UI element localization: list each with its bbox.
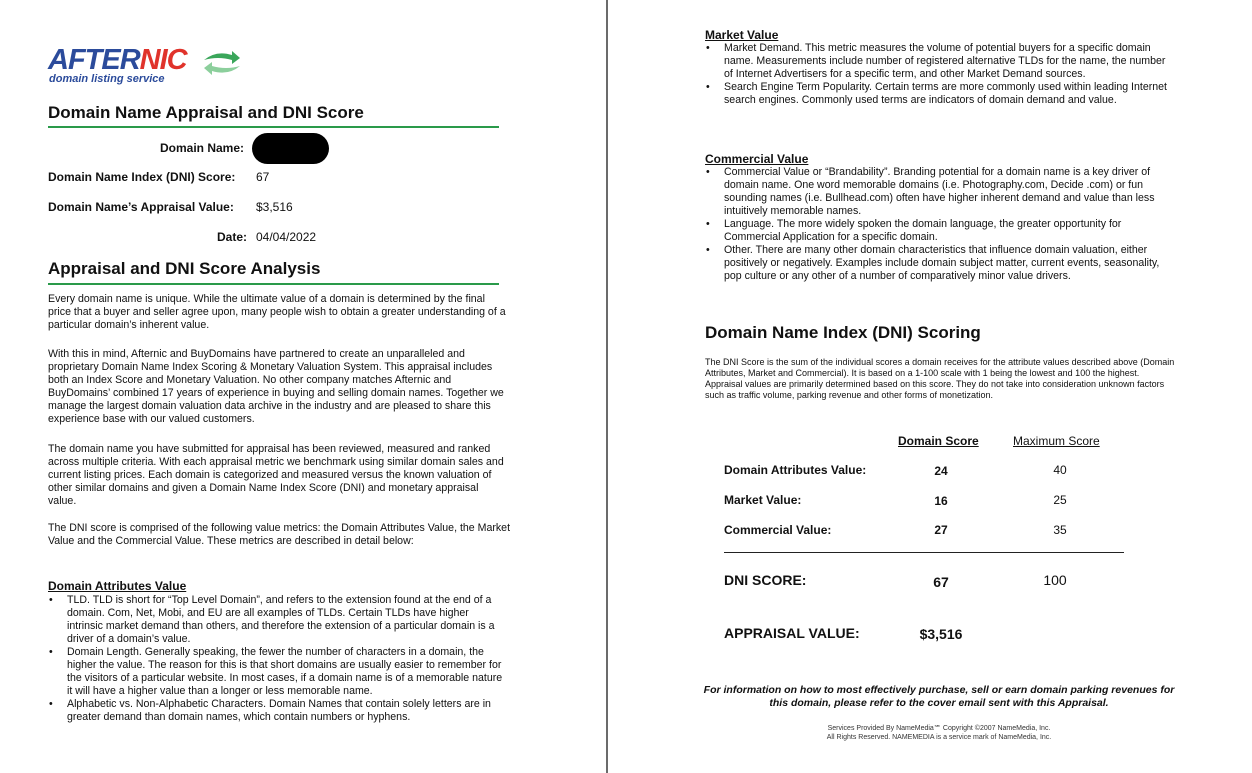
afternic-logo xyxy=(48,44,248,90)
analysis-title: Appraisal and DNI Score Analysis xyxy=(48,259,321,278)
commercial-row-max: 35 xyxy=(1053,523,1067,537)
list-item: • Language. The more widely spoken the domain language, the greater opportunity for Commercial Application for a specific domain. xyxy=(705,218,1167,244)
sum-rule xyxy=(724,552,1124,553)
dni-score-total-label: DNI SCORE: xyxy=(724,572,807,588)
analysis-rule xyxy=(48,283,499,285)
maximum-score-column-header: Maximum Score xyxy=(1013,434,1100,448)
attributes-row-max: 40 xyxy=(1053,463,1067,477)
domain-name-label: Domain Name: xyxy=(160,141,245,155)
paragraph-review: The domain name you have submitted for appraisal has been reviewed, measured and ranked across multiple criteria. With each appraisal metric we benchmark using similar domain sales and current listing prices. Each domain is categorized and measured versus the known valuation of other similar domains and given a Domain Name Index Score (DNI) and monetary appraisal value. xyxy=(48,443,504,507)
exchange-arrows-icon xyxy=(202,48,242,78)
dni-score-total: 67 xyxy=(933,574,949,590)
appraisal-total-label: APPRAISAL VALUE: xyxy=(724,625,860,641)
list-item: • Market Demand. This metric measures the volume of potential buyers for a specific domain name. Measurements include number of registered alternative TLDs for the name, the number of Internet Advertisers for a specific term, and other Market Demand sources. xyxy=(705,42,1167,81)
footer-note: For information on how to most effectively purchase, sell or earn domain parking revenues for this domain, please refer to the cover email sent with this Appraisal. xyxy=(703,684,1175,709)
paragraph-metrics: The DNI score is comprised of the following value metrics: the Domain Attributes Value, the Market Value and the Commercial Value. These metrics are described in detail below: xyxy=(48,522,511,547)
list-item: • Alphabetic vs. Non-Alphabetic Characters. Domain Names that contain solely letters are in greater demand than domain names, which contain numbers or hyphens. xyxy=(48,698,506,724)
commercial-row-score: 27 xyxy=(934,523,948,537)
commercial-list xyxy=(705,166,1167,283)
page-divider xyxy=(606,0,608,773)
date-label: Date: xyxy=(217,230,248,244)
attributes-row-score: 24 xyxy=(934,464,948,478)
logo-tagline: domain listing service xyxy=(49,73,165,85)
attributes-list xyxy=(48,594,506,724)
list-item: • Search Engine Term Popularity. Certain terms are more commonly used within leading Internet search engines. Commonly used terms are indicators of domain demand and value. xyxy=(705,81,1167,107)
domain-score-column-header: Domain Score xyxy=(898,434,979,448)
redacted-domain-name xyxy=(252,133,329,164)
trademark-line: All Rights Reserved. NAMEMEDIA is a service mark of NameMedia, Inc. xyxy=(826,734,1052,741)
appraisal-title: Domain Name Appraisal and DNI Score xyxy=(48,103,364,122)
date-value: 04/04/2022 xyxy=(256,230,317,244)
market-row-label: Market Value: xyxy=(724,493,802,507)
attributes-heading: Domain Attributes Value xyxy=(48,579,187,593)
commercial-row-label: Commercial Value: xyxy=(724,523,832,537)
list-item: • Commercial Value or “Brandability”. Branding potential for a domain name is a key driver of domain name. One word memorable domains (i.e. Photography.com, Decide .com) or fun sounding names (i.e. Bullhead.com) often have higher inherent demand and value than less intuitively memorable names. xyxy=(705,166,1167,218)
list-item: • Domain Length. Generally speaking, the fewer the number of characters in a domain, the higher the value. The reason for this is that short domains are usually easier to remember for the visitors of a particular website. In most cases, if a domain name is of a memorable nature it will have a higher value than a longer or less memorable name. xyxy=(48,646,506,698)
dni-score-max: 100 xyxy=(1043,572,1067,588)
appraisal-total-value: $3,516 xyxy=(919,626,963,642)
title-rule xyxy=(48,126,499,128)
commercial-value-heading: Commercial Value xyxy=(705,152,809,166)
market-list xyxy=(705,42,1167,107)
appraisal-value-label: Domain Name’s Appraisal Value: xyxy=(48,200,234,214)
dni-scoring-paragraph: The DNI Score is the sum of the individual scores a domain receives for the attribute values described above (Domain Attributes, Market and Commercial). It is based on a 1-100 scale with 1 being the lowest and 100 the highest. Appraisal values are primarily determined based on this score. They do not take into consideration unknown factors such as traffic volume, parking revenue and other forms of monetization. xyxy=(705,357,1175,400)
list-item: • Other. There are many other domain characteristics that influence domain valuation, either positively or negatively. Examples include domain subject matter, current events, seasonality, pop culture or any other of a number of comparatively minor value drivers. xyxy=(705,244,1167,283)
dni-score-value: 67 xyxy=(256,170,270,184)
copyright-line: Services Provided By NameMedia℠ Copyright ©2007 NameMedia, Inc. xyxy=(827,725,1051,732)
paragraph-intro: Every domain name is unique. While the ultimate value of a domain is determined by the final price that a buyer and seller agree upon, many people wish to obtain a greater understanding of a particular domain’s inherent value. xyxy=(48,293,506,331)
dni-score-label: Domain Name Index (DNI) Score: xyxy=(48,170,236,184)
copyright-notice xyxy=(703,724,1175,742)
appraisal-value: $3,516 xyxy=(256,200,293,214)
attributes-row-label: Domain Attributes Value: xyxy=(724,463,867,477)
dni-scoring-title: Domain Name Index (DNI) Scoring xyxy=(705,323,981,342)
market-row-max: 25 xyxy=(1053,493,1067,507)
list-item: • TLD. TLD is short for “Top Level Domain”, and refers to the extension found at the end of a domain. Com, Net, Mobi, and EU are all examples of TLDs. Certain TLDs have higher intrinsic market demand than others, and therefore the extension of a particular domain is a driver of a domain’s value. xyxy=(48,594,506,646)
logo-wordmark: AFTERNIC xyxy=(48,44,187,76)
market-value-heading: Market Value xyxy=(705,28,779,42)
market-row-score: 16 xyxy=(934,494,948,508)
paragraph-partnership: With this in mind, Afternic and BuyDomains have partnered to create an unparalleled and proprietary Domain Name Index Scoring & Monetary Valuation System. This appraisal includes both an Index Score and Monetary Valuation. No other company matches Afternic and BuyDomains’ combined 17 years of experience in buying and selling domain names. Together we manage the largest domain valuation data archive in the industry and are pleased to share this experience base with our valued customers. xyxy=(48,348,504,425)
